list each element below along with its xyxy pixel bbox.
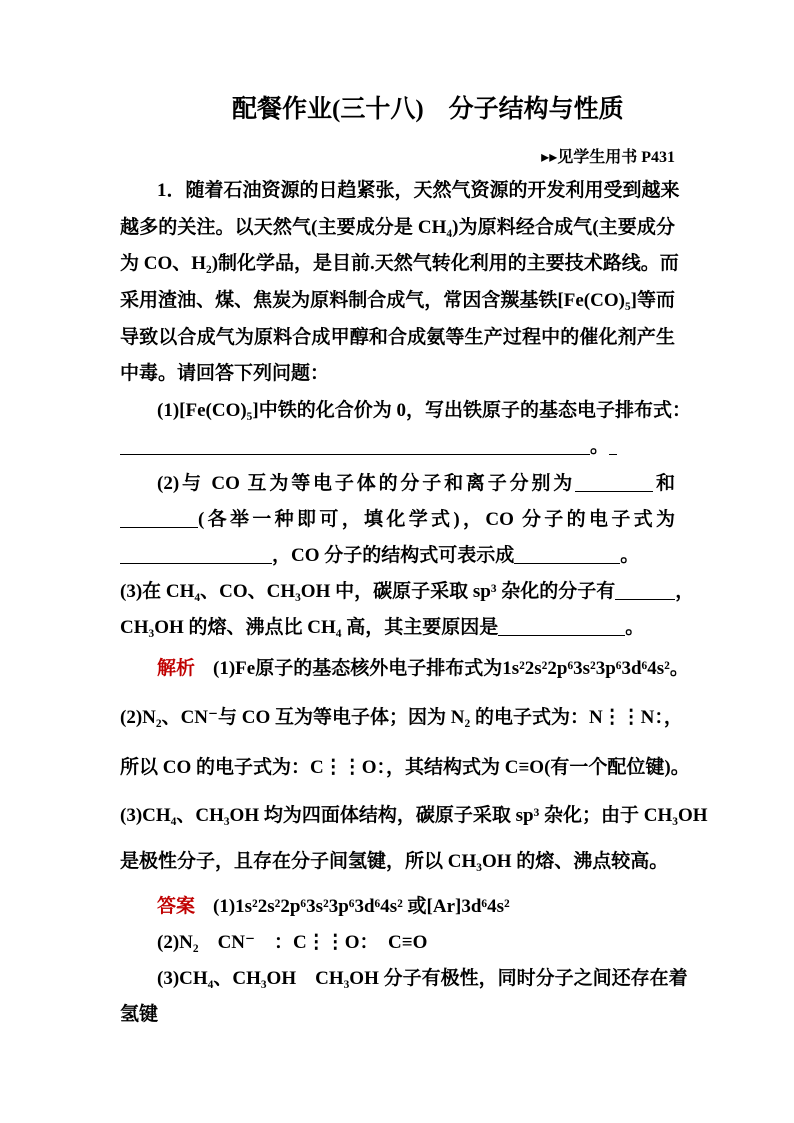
question-intro-line: 导致以合成气为原料合成甲醇和合成氨等生产过程中的催化剂产生 [120, 327, 675, 348]
part1-end-mark: 。 [590, 436, 610, 457]
analysis-label: 解析 [157, 658, 196, 679]
analysis-line: (2)N₂、CN⁻与 CO 互为等电子体；因为 N₂ 的电子式为：N⋮⋮N：， [120, 707, 683, 728]
analysis-line: (3)CH₄、CH₃OH 均为四面体结构，碳原子采取 sp³ 杂化；由于 CH₃OH [120, 805, 708, 826]
answer-blank [609, 437, 617, 455]
question-intro-line: 为 CO、H₂)制化学品，是目前.天然气转化利用的主要技术路线。而 [120, 253, 679, 274]
part3-text: (3)在 CH₄、CO、CH₃OH 中，碳原子采取 sp³ 杂化的分子有 [120, 581, 616, 602]
part3-line1 [120, 581, 695, 603]
answer-line: (1)1s²2s²2p⁶3s²3p⁶3d⁶4s² 或[Ar]3d⁶4s² [213, 896, 510, 917]
answer-blank [615, 582, 675, 600]
answer-line: (3)CH₄、CH₃OH CH₃OH 分子有极性，同时分子之间还存在着 [157, 968, 688, 989]
part3-text: CH₃OH 的熔、沸点比 CH₄ 高，其主要原因是 [120, 617, 499, 638]
answer-blank [120, 546, 272, 564]
question-intro-line: 中毒。请回答下列问题： [120, 363, 330, 384]
answer-blank [514, 546, 620, 564]
analysis-line: 所以 CO 的电子式为：C⋮⋮O：，其结构式为 C≡O(有一个配位键)。 [120, 757, 690, 778]
part1-prompt: (1)[Fe(CO)₅]中铁的化合价为 0，写出铁原子的基态电子排布式： [157, 400, 691, 421]
textbook-reference: ▸▸见学生用书 P431 [541, 149, 675, 166]
part3-text: 。 [625, 617, 645, 638]
question-intro-line: 1．随着石油资源的日趋紧张，天然气资源的开发利用受到越来 [157, 180, 680, 201]
question-intro-line: 采用渣油、煤、焦炭为原料制合成气，常因含羰基铁[Fe(CO)₅]等而 [120, 290, 675, 311]
answer-blank [575, 474, 653, 492]
part1-answer-line [120, 436, 617, 458]
part3-text: ， [675, 581, 695, 602]
answer-line: 氢键 [120, 1004, 159, 1025]
analysis-line: 是极性分子，且存在分子间氢键，所以 CH₃OH 的熔、沸点较高。 [120, 851, 669, 872]
part3-line2 [120, 617, 644, 639]
answer-line: (2)N₂ CN⁻ ：C⋮⋮O： C≡O [157, 932, 428, 953]
answer-label: 答案 [157, 896, 196, 917]
question-intro-line: 越多的关注。以天然气(主要成分是 CH₄)为原料经合成气(主要成分 [120, 217, 675, 238]
part2-line3 [120, 545, 639, 567]
part2-line1 [157, 473, 675, 495]
part2-text: 和 [653, 473, 675, 494]
answer-blank [120, 510, 198, 528]
part2-text: (各举一种即可，填化学式)，CO 分子的电子式为 [198, 509, 675, 530]
part2-text: ，CO 分子的结构式可表示成 [272, 545, 515, 566]
page-title: 配餐作业(三十八) 分子结构与性质 [232, 96, 624, 123]
analysis-line: (1)Fe原子的基态核外电子排布式为1s²2s²2p⁶3s²3p⁶3d⁶4s²。 [213, 658, 689, 679]
part2-line2 [120, 509, 675, 531]
answer-blank [498, 618, 625, 636]
part2-text: (2)与 CO 互为等电子体的分子和离子分别为 [157, 473, 576, 494]
answer-blank [120, 437, 590, 455]
part2-text: 。 [620, 545, 640, 566]
